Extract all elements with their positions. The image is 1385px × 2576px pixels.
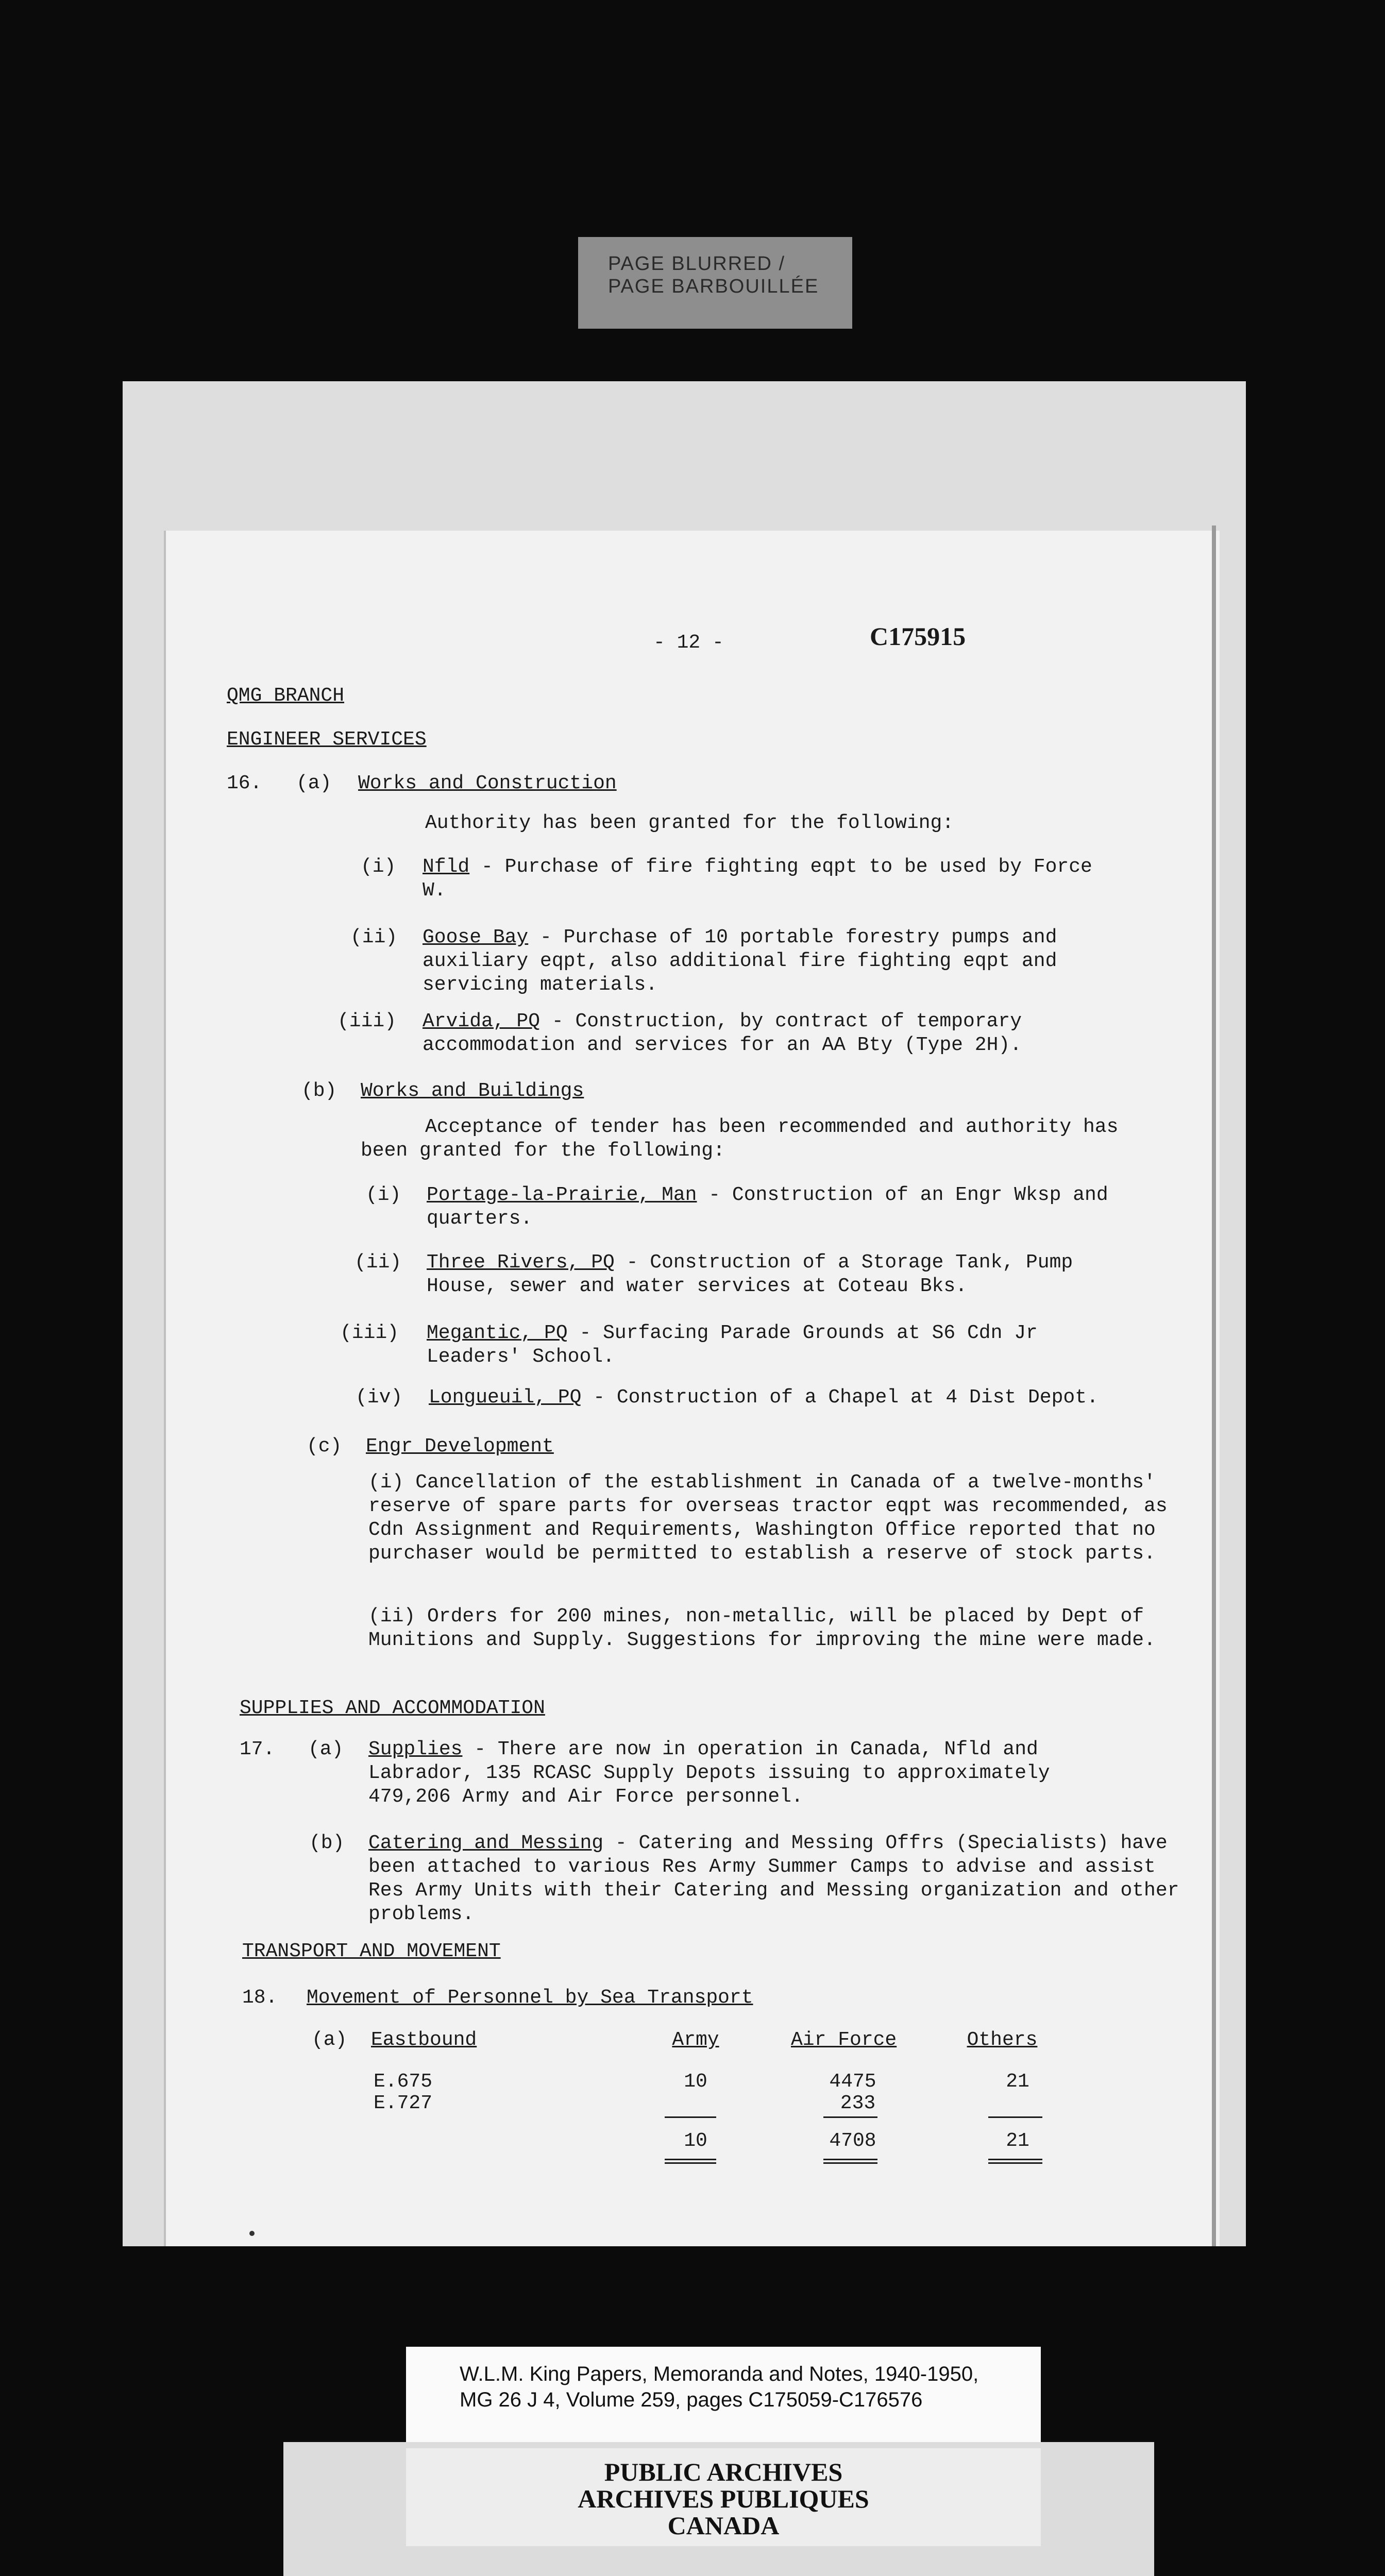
page-number: - 12 - xyxy=(653,632,724,654)
item-16b-i-num: (i) xyxy=(366,1184,401,1206)
item-16b-ii xyxy=(427,1251,1127,1298)
place: Arvida, PQ xyxy=(423,1010,541,1032)
item-text: - Surfacing Parade Grounds at S6 Cdn Jr Leaders' School. xyxy=(427,1322,1038,1368)
item-17b xyxy=(368,1832,1188,1926)
archives-line-1: PUBLIC ARCHIVES xyxy=(604,2458,843,2486)
item-text: - Catering and Messing Offrs (Specialists) have been attached to various Res Army Summer Camps to advise and assist Res Army Units with their Catering and Messing organization and other problems. xyxy=(368,1832,1179,1925)
archives-line-2: ARCHIVES PUBLIQUES xyxy=(578,2484,869,2513)
item-title: Supplies xyxy=(368,1738,463,1760)
item-16a-title: Works and Construction xyxy=(358,772,617,794)
item-16c-title: Engr Development xyxy=(366,1435,554,1458)
col-others: Others xyxy=(967,2029,1038,2051)
place: Nfld xyxy=(423,856,470,878)
total-double-rule-army xyxy=(665,2159,716,2164)
place: Megantic, PQ xyxy=(427,1322,568,1344)
item-16a-intro: Authority has been granted for the following: xyxy=(425,812,954,834)
item-text: - Construction of a Storage Tank, Pump House, sewer and water services at Coteau Bks. xyxy=(427,1251,1073,1297)
item-16c-label: (c) xyxy=(307,1435,342,1458)
total-air-force: 4708 xyxy=(829,2130,876,2152)
item-16b-iii-num: (iii) xyxy=(340,1322,399,1344)
item-16c-para-2: (ii) Orders for 200 mines, non-metallic, will be placed by Dept of Munitions and Supply. Suggestions for improving the mine were made. xyxy=(368,1605,1156,1651)
transport-title: TRANSPORT AND MOVEMENT xyxy=(242,1940,501,1962)
caption-line-2: MG 26 J 4, Volume 259, pages C175059-C176576 xyxy=(460,2388,923,2411)
item-16a-i-num: (i) xyxy=(361,856,396,878)
place: Portage-la-Prairie, Man xyxy=(427,1184,697,1206)
row-army: 10 xyxy=(684,2071,707,2093)
page-speck xyxy=(249,2231,255,2236)
stamp-line-1: PAGE BLURRED / xyxy=(608,253,786,275)
item-text: - Purchase of 10 portable forestry pumps and auxiliary eqpt, also additional fire fighting eqpt and servicing materials. xyxy=(423,926,1057,996)
item-16a-iii-num: (iii) xyxy=(337,1010,397,1032)
item-16b-i xyxy=(427,1183,1127,1231)
item-16a-ii-num: (ii) xyxy=(350,926,398,948)
item-17-number: 17. xyxy=(240,1738,275,1760)
total-army: 10 xyxy=(684,2130,707,2152)
item-text: - Construction of an Engr Wksp and quarters. xyxy=(427,1184,1108,1230)
public-archives-stamp xyxy=(406,2448,1041,2546)
item-16b-title: Works and Buildings xyxy=(361,1080,584,1102)
item-text: - Purchase of fire fighting eqpt to be used by Force W. xyxy=(423,856,1092,902)
item-16b-iii xyxy=(427,1321,1127,1369)
item-16b-intro: Acceptance of tender has been recommended and authority has been granted for the following: xyxy=(361,1116,1119,1162)
page-edge xyxy=(1212,526,1216,2246)
subtotal-rule-army xyxy=(665,2116,716,2118)
item-17b-label: (b) xyxy=(309,1832,345,1854)
place: Longueuil, PQ xyxy=(429,1386,582,1409)
item-17a xyxy=(368,1738,1131,1809)
total-others: 21 xyxy=(1006,2130,1029,2152)
item-title: Catering and Messing xyxy=(368,1832,604,1854)
supplies-title: SUPPLIES AND ACCOMMODATION xyxy=(240,1697,545,1719)
total-double-rule-others xyxy=(988,2159,1042,2164)
item-18a-label: (a) xyxy=(312,2029,347,2051)
source-caption xyxy=(406,2347,1041,2444)
item-18-number: 18. xyxy=(242,1987,278,2009)
caption-line-1: W.L.M. King Papers, Memoranda and Notes, 1940-1950, xyxy=(460,2363,979,2385)
row-ship: E.727 xyxy=(374,2092,433,2114)
row-air-force: 4475 xyxy=(829,2071,876,2093)
item-17a-label: (a) xyxy=(308,1738,344,1760)
branch-title: QMG BRANCH xyxy=(227,685,345,707)
col-army: Army xyxy=(672,2029,719,2051)
stamp-line-2: PAGE BARBOUILLÉE xyxy=(608,276,819,297)
page-blurred-stamp xyxy=(578,237,852,329)
item-16b-label: (b) xyxy=(301,1080,337,1102)
item-16a-ii xyxy=(423,926,1123,997)
item-text: - Construction of a Chapel at 4 Dist Depot. xyxy=(581,1386,1099,1409)
archives-line-3: CANADA xyxy=(667,2511,780,2540)
item-text: - Construction, by contract of temporary accommodation and services for an AA Bty (Type 2H). xyxy=(423,1010,1022,1056)
row-air-force: 233 xyxy=(840,2092,876,2114)
item-text: - There are now in operation in Canada, Nfld and Labrador, 135 RCASC Supply Depots issuing to approximately 479,206 Army and Air Force personnel. xyxy=(368,1738,1050,1808)
total-double-rule-air xyxy=(823,2159,877,2164)
col-air-force: Air Force xyxy=(791,2029,897,2051)
transport-subtitle: Movement of Personnel by Sea Transport xyxy=(307,1987,753,2009)
item-16a-label: (a) xyxy=(296,772,332,794)
engineer-services-title: ENGINEER SERVICES xyxy=(227,728,427,751)
subtotal-rule-air xyxy=(823,2116,877,2118)
col-eastbound: Eastbound xyxy=(371,2029,477,2051)
document-id: C175915 xyxy=(870,622,966,651)
item-16c-para-1: (i) Cancellation of the establishment in Canada of a twelve-months' reserve of spare parts for overseas tractor eqpt was recommended, as Cdn Assignment and Requirements, Washington Office reported that no purchaser would be permitted to establish a reserve of stock parts. xyxy=(368,1471,1168,1565)
subtotal-rule-others xyxy=(988,2116,1042,2118)
item-16a-iii xyxy=(423,1010,1123,1057)
row-ship: E.675 xyxy=(374,2071,433,2093)
place: Three Rivers, PQ xyxy=(427,1251,615,1274)
item-16-number: 16. xyxy=(227,772,262,794)
item-16b-iv xyxy=(429,1386,1150,1410)
item-16a-i xyxy=(423,855,1123,903)
place: Goose Bay xyxy=(423,926,529,948)
item-16b-ii-num: (ii) xyxy=(354,1251,402,1274)
row-others: 21 xyxy=(1006,2071,1029,2093)
item-16b-iv-num: (iv) xyxy=(356,1386,403,1409)
